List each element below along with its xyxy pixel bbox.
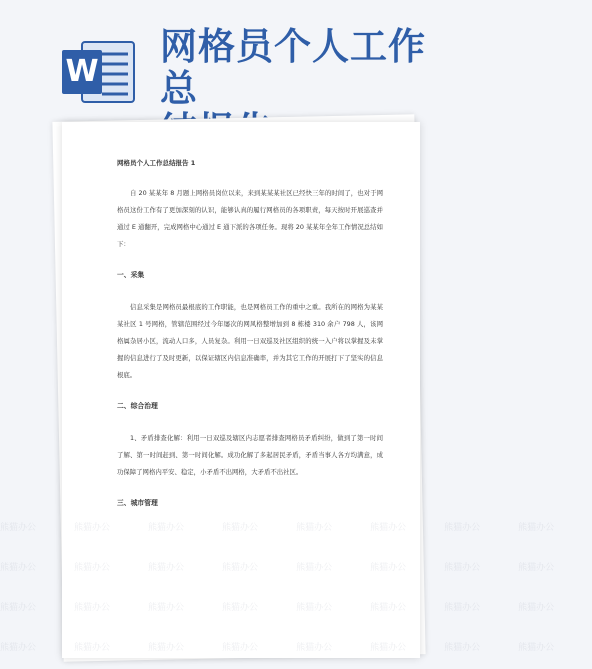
- watermark-text: 熊猫办公: [518, 603, 555, 613]
- document-title: 网格员个人工作总结报告 1: [117, 159, 196, 167]
- watermark-text: 熊猫办公: [444, 643, 481, 653]
- watermark-text: 熊猫办公: [0, 523, 37, 533]
- word-icon: [60, 36, 138, 108]
- watermark-text: 熊猫办公: [444, 603, 481, 613]
- watermark-text: 熊猫办公: [518, 523, 555, 533]
- watermark-text: 熊猫办公: [444, 563, 481, 573]
- document-page: [62, 122, 420, 658]
- word-logo-letter: W: [65, 54, 99, 89]
- governance-paragraph: 1、矛盾排查化解：利用一日双巡及辖区内志愿者排查网格员矛盾纠纷，做到了第一时间了解、第一时间赶到、第一时间化解。成功化解了多起居民矛盾，矛盾当事人各方均满意，成功保障了网格内平安、稳定，小矛盾不出网格，大矛盾不出社区。: [117, 434, 383, 476]
- hero-title-line-1: 网格员个人工作总: [160, 25, 426, 110]
- watermark-text: 熊猫办公: [0, 603, 37, 613]
- watermark-text: 熊猫办公: [0, 563, 37, 573]
- watermark-text: 熊猫办公: [518, 643, 555, 653]
- watermark-text: 熊猫办公: [444, 523, 481, 533]
- watermark-text: 熊猫办公: [0, 643, 37, 653]
- watermark-text: 熊猫办公: [518, 563, 555, 573]
- top-banner: [0, 0, 474, 115]
- collection-paragraph: 信息采集是网格员最根底的工作职能，也是网格员工作的重中之重。我所在的网格为某某某社区 1 号网格，管辖范围经过今年屡次的网风格整增加到 8 栋楼 310 余户 798 人，该网格属杂居小区，流动人口多，人员复杂。利用一日双巡及社区组织的统一入户将以掌握及未掌握的信息进行了及时更新，以保证辖区内信息准确率，并为其它工作的开展打下了坚实的信息根底。: [117, 303, 383, 379]
- section-heading-collection: 一、采集: [117, 271, 145, 279]
- section-heading-governance: 二、综合治理: [117, 402, 158, 410]
- intro-paragraph: 自 20 某某年 8 月题上网格员岗位以来，来到某某某社区已经快三年的时间了，也对于网格员这份工作有了更加深刻的认识，能够认真的履行网格员的各项职责，每天按时开展巡查并通过 E 通翻开，完成网格中心通过 E 通下派的各项任务。现将 20 某某年全年工作情况总结如下：: [117, 189, 383, 248]
- section-heading-city-management: 三、城市管理: [117, 499, 158, 507]
- document-body: [117, 159, 383, 527]
